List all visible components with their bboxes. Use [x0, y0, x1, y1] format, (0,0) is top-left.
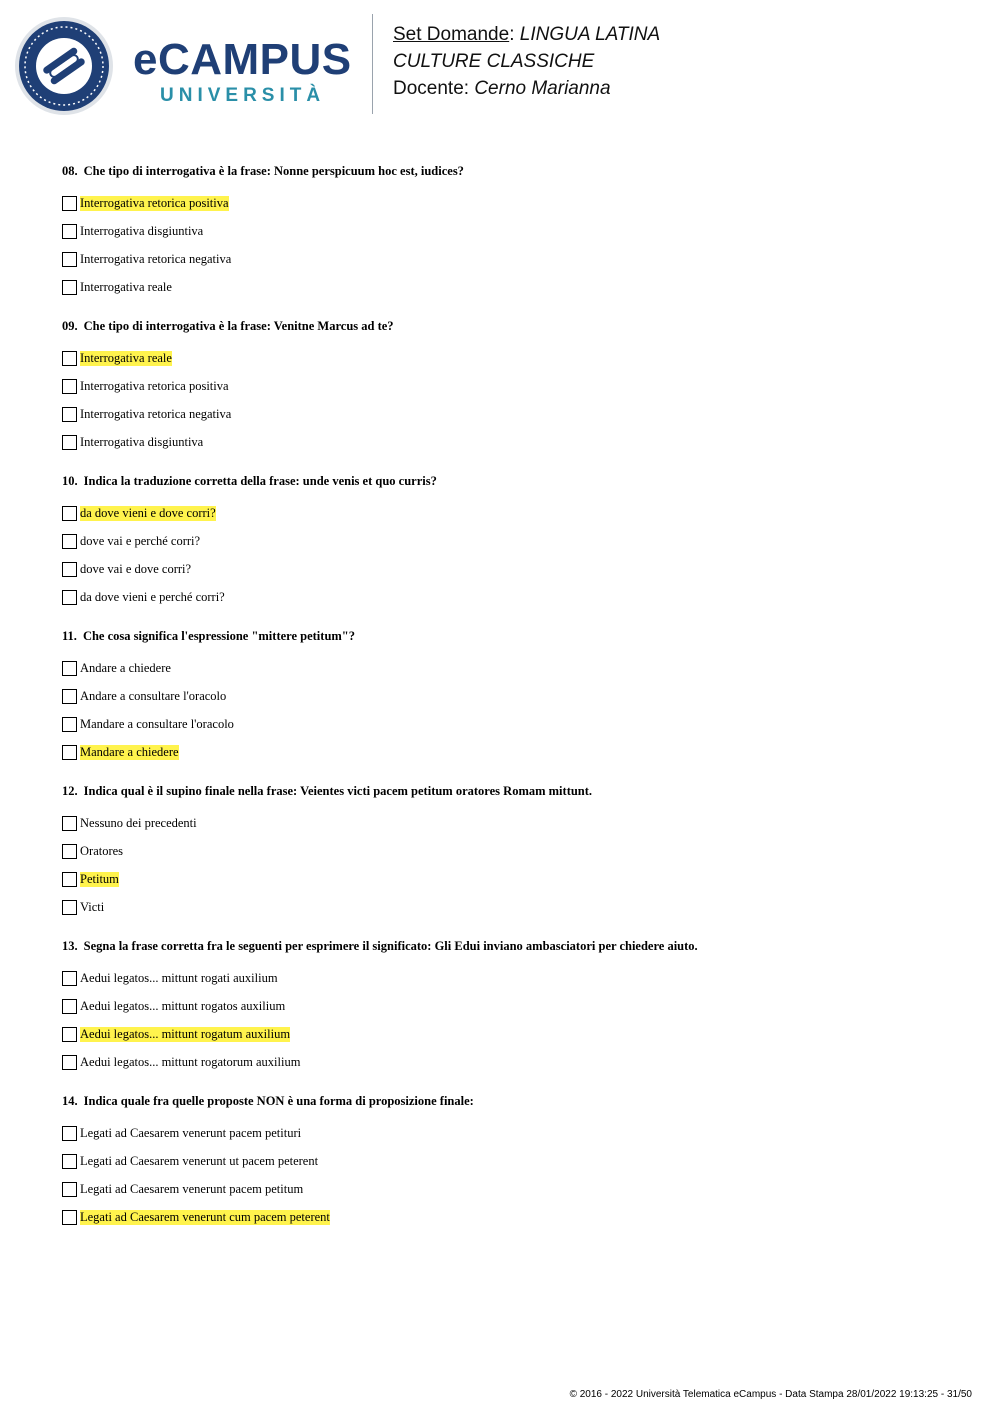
answer-checkbox[interactable] [62, 534, 77, 549]
answer-option[interactable] [62, 344, 962, 372]
question-prompt: Indica qual è il supino finale nella frase: Veientes victi pacem petitum oratores Romam mittunt. [83, 784, 593, 798]
answer-option[interactable] [62, 583, 962, 611]
answer-label-highlighted: Interrogativa reale [80, 350, 172, 365]
set-line-2 [393, 48, 660, 75]
answer-checkbox[interactable] [62, 506, 77, 521]
answer-label-highlighted: da dove vieni e dove corri? [80, 505, 216, 520]
answer-checkbox[interactable] [62, 351, 77, 366]
question-text [62, 628, 962, 645]
answer-option[interactable] [62, 738, 962, 766]
docente-label: Docente: [393, 78, 470, 99]
header-divider [372, 14, 373, 114]
answer-checkbox[interactable] [62, 872, 77, 887]
answer-checkbox[interactable] [62, 844, 77, 859]
answer-checkbox[interactable] [62, 1055, 77, 1070]
answer-label: Interrogativa reale [80, 279, 172, 294]
question-prompt: Segna la frase corretta fra le seguenti per esprimere il significato: Gli Edui inviano ambasciatori per chiedere aiuto. [83, 939, 698, 953]
answer-option[interactable] [62, 809, 962, 837]
answer-label: Legati ad Caesarem venerunt pacem petitum [80, 1181, 304, 1196]
docente-line [393, 75, 660, 102]
answer-label: Aedui legatos... mittunt rogati auxilium [80, 970, 278, 985]
logo-subtitle: UNIVERSITÀ [160, 85, 326, 106]
answer-label: dove vai e dove corri? [80, 561, 192, 576]
logo-wordmark: eCAMPUS [133, 35, 352, 84]
question-number: 08. [62, 164, 78, 178]
question-number: 12. [62, 784, 78, 798]
answer-option[interactable] [62, 710, 962, 738]
answer-option[interactable] [62, 1020, 962, 1048]
answer-checkbox[interactable] [62, 196, 77, 211]
answer-label: Aedui legatos... mittunt rogatorum auxilium [80, 1054, 301, 1069]
answer-option[interactable] [62, 273, 962, 301]
answer-checkbox[interactable] [62, 407, 77, 422]
answer-label: Interrogativa retorica negativa [80, 406, 232, 421]
answer-checkbox[interactable] [62, 379, 77, 394]
set-value: LINGUA LATINA [519, 24, 661, 45]
answer-label: Interrogativa disgiuntiva [80, 223, 204, 238]
answer-checkbox[interactable] [62, 590, 77, 605]
question-prompt: Indica la traduzione corretta della frase: unde venis et quo curris? [83, 474, 437, 488]
question-prompt: Che tipo di interrogativa è la frase: Nonne perspicuum hoc est, iudices? [83, 164, 464, 178]
answer-option[interactable] [62, 682, 962, 710]
answer-option[interactable] [62, 400, 962, 428]
answer-label: Victi [80, 899, 105, 914]
answer-label: Legati ad Caesarem venerunt ut pacem peterent [80, 1153, 319, 1168]
header-info [393, 21, 660, 102]
answer-checkbox[interactable] [62, 745, 77, 760]
answer-checkbox[interactable] [62, 900, 77, 915]
answer-checkbox[interactable] [62, 562, 77, 577]
answer-label: Mandare a consultare l'oracolo [80, 716, 234, 731]
set-label: Set Domande [393, 24, 510, 45]
answer-label: Interrogativa disgiuntiva [80, 434, 204, 449]
question-number: 13. [62, 939, 78, 953]
answer-label: Interrogativa retorica positiva [80, 378, 229, 393]
answer-option[interactable] [62, 964, 962, 992]
ecampus-emblem-icon [14, 16, 114, 116]
answer-label-highlighted: Aedui legatos... mittunt rogatum auxilium [80, 1026, 291, 1041]
question-prompt: Che tipo di interrogativa è la frase: Venitne Marcus ad te? [83, 319, 394, 333]
question-block [62, 628, 962, 766]
answer-option[interactable] [62, 654, 962, 682]
page-footer: © 2016 - 2022 Università Telematica eCampus - Data Stampa 28/01/2022 19:13:25 - 31/50 [569, 1389, 972, 1400]
answer-option[interactable] [62, 527, 962, 555]
question-block [62, 163, 962, 301]
answer-option[interactable] [62, 1147, 962, 1175]
answer-checkbox[interactable] [62, 224, 77, 239]
answer-label-highlighted: Legati ad Caesarem venerunt cum pacem peterent [80, 1209, 330, 1224]
answer-checkbox[interactable] [62, 252, 77, 267]
answer-option[interactable] [62, 428, 962, 456]
set-line: Set Domande: LINGUA LATINA [393, 24, 661, 45]
question-prompt: Che cosa significa l'espressione "mittere petitum"? [82, 629, 356, 643]
answer-option[interactable] [62, 217, 962, 245]
answer-label: Andare a consultare l'oracolo [80, 688, 227, 703]
answer-label: Legati ad Caesarem venerunt pacem petituri [80, 1125, 302, 1140]
answer-option[interactable] [62, 837, 962, 865]
answer-checkbox[interactable] [62, 280, 77, 295]
page-header [0, 0, 1000, 130]
set-value-2: CULTURE CLASSICHE [393, 51, 595, 72]
answer-checkbox[interactable] [62, 1126, 77, 1141]
answer-label: Aedui legatos... mittunt rogatos auxilium [80, 998, 286, 1013]
question-number: 09. [62, 319, 78, 333]
answer-option[interactable] [62, 189, 962, 217]
question-block [62, 473, 962, 611]
answer-label-highlighted: Mandare a chiedere [80, 744, 179, 759]
answer-checkbox[interactable] [62, 689, 77, 704]
answer-label: dove vai e perché corri? [80, 533, 201, 548]
question-block [62, 783, 962, 921]
answer-option[interactable] [62, 1119, 962, 1147]
answer-option[interactable] [62, 499, 962, 527]
answer-checkbox[interactable] [62, 717, 77, 732]
answer-checkbox[interactable] [62, 1027, 77, 1042]
answer-label: Oratores [80, 843, 124, 858]
question-block [62, 318, 962, 456]
answer-checkbox[interactable] [62, 1182, 77, 1197]
question-prompt: Indica quale fra quelle proposte NON è una forma di proposizione finale: [83, 1094, 474, 1108]
question-block [62, 938, 962, 1076]
answer-option[interactable] [62, 245, 962, 273]
answer-checkbox[interactable] [62, 971, 77, 986]
answer-label: da dove vieni e perché corri? [80, 589, 225, 604]
question-number: 11. [62, 629, 77, 643]
question-text [62, 318, 962, 335]
answer-checkbox[interactable] [62, 1210, 77, 1225]
answer-option[interactable] [62, 865, 962, 893]
answer-checkbox[interactable] [62, 816, 77, 831]
answer-checkbox[interactable] [62, 999, 77, 1014]
answer-label-highlighted: Petitum [80, 871, 119, 886]
question-list [62, 163, 962, 1248]
answer-label: Andare a chiedere [80, 660, 171, 675]
question-text [62, 1093, 962, 1110]
answer-checkbox[interactable] [62, 435, 77, 450]
docente-value: Cerno Marianna [474, 78, 611, 99]
answer-label-highlighted: Interrogativa retorica positiva [80, 195, 229, 210]
question-number: 14. [62, 1094, 78, 1108]
answer-option[interactable] [62, 1048, 962, 1076]
question-text [62, 938, 962, 955]
question-text [62, 163, 962, 180]
answer-option[interactable] [62, 1203, 962, 1231]
question-text [62, 473, 962, 490]
question-block [62, 1093, 962, 1231]
answer-checkbox[interactable] [62, 661, 77, 676]
answer-label: Nessuno dei precedenti [80, 815, 197, 830]
question-number: 10. [62, 474, 78, 488]
answer-option[interactable] [62, 555, 962, 583]
answer-option[interactable] [62, 893, 962, 921]
answer-option[interactable] [62, 372, 962, 400]
answer-checkbox[interactable] [62, 1154, 77, 1169]
answer-label: Interrogativa retorica negativa [80, 251, 232, 266]
question-text [62, 783, 962, 800]
answer-option[interactable] [62, 992, 962, 1020]
answer-option[interactable] [62, 1175, 962, 1203]
